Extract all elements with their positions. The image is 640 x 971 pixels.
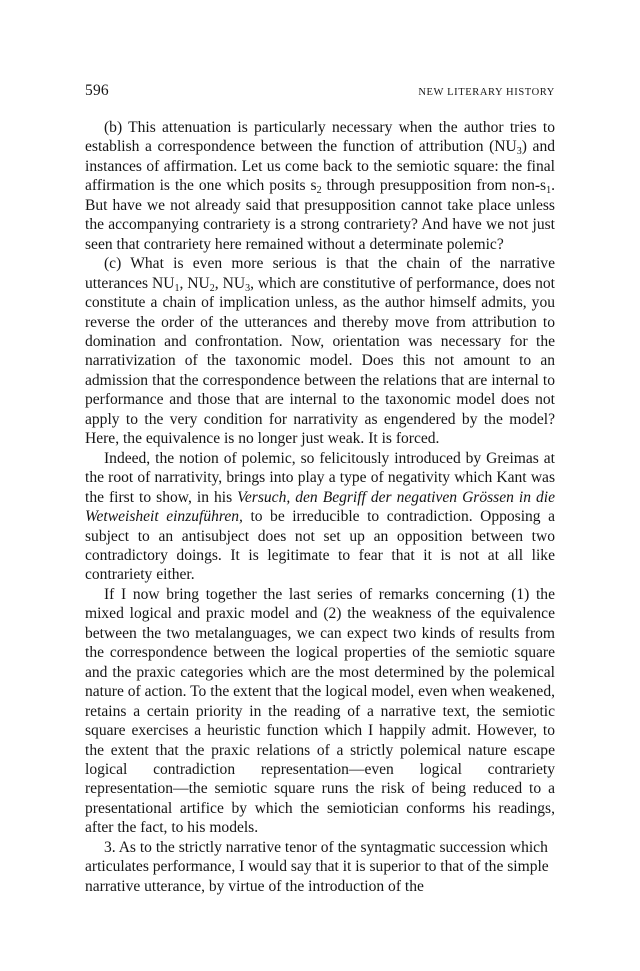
paragraph <box>85 254 555 449</box>
text-run: (b) This attenuation is particularly necessary when the author tries to establish a correspondence between the function of attribution (NU <box>85 119 555 156</box>
subscript: 1 <box>174 282 180 294</box>
text-run: through presupposition from non-s <box>321 177 547 195</box>
italic-title: Versuch, den Begriff der negativen Grössen in die Wetweisheit einzuführen, <box>85 488 555 526</box>
text-run: If I now bring together the last series of remarks concerning (1) the mixed logical and praxic model and (2) the weakness of the equivalence between the two metalanguages, we can expect two kinds of results from the correspondence between the logical properties of the semiotic square and the praxic categories which are the most determined by the polemical nature of action. To the extent that the logical model, even when weakened, retains a certain priority in the reading of a narrative text, the semiotic square exercises a heuristic function which I happily admit. However, to the extent that the praxic relations of a strictly polemical nature escape logical contradiction representation—even logical contrariety representation—the semiotic square runs the risk of being reduced to a presentational artifice by which the semiotician conforms his readings, after the fact, to his models. <box>85 585 555 837</box>
text-run: , NU <box>214 274 246 292</box>
running-head: NEW LITERARY HISTORY <box>418 87 555 98</box>
page-number: 596 <box>85 82 109 99</box>
subscript: 2 <box>209 282 215 294</box>
paragraph <box>85 585 555 838</box>
paragraph <box>85 838 555 896</box>
document-page <box>85 82 555 896</box>
subscript: 1 <box>546 185 552 197</box>
paragraph <box>85 449 555 585</box>
text-run: to be irreducible to contradiction. Opposing a subject to an antisubject does not set up an opposition between two contradictory doings. It is legitimate to fear that it is not at all like contrariety either. <box>85 508 555 584</box>
text-run: 3. As to the strictly narrative tenor of the syntagmatic succession which articulates performance, I would say that it is superior to that of the simple narrative utterance, by virtue of the introduction of the <box>85 838 549 895</box>
text-run: , NU <box>179 274 210 292</box>
text-run: (c) What is even more serious is that the chain of the narrative utterances NU <box>85 255 555 292</box>
text-run: Indeed, the notion of polemic, so felicitously introduced by Greimas at the root of narrativity, brings into play a type of negativity which Kant was the first to show, in his <box>85 449 555 506</box>
page-header <box>85 82 555 106</box>
paragraph <box>85 118 555 254</box>
text-run: , which are constitutive of performance, does not constitute a chain of implication unless, as the author himself admits, you reverse the order of the utterances and thereby move from attribution to domination and confrontation. Now, orientation was necessary for the narrativization of the taxonomic model. Does this not amount to an admission that the correspondence between the relations that are internal to performance and those that are internal to the taxonomic model does not apply to the very condition for narrativity as engendered by the model? Here, the equivalence is no longer just weak. It is forced. <box>85 274 556 448</box>
subscript: 3 <box>516 146 522 158</box>
subscript: 2 <box>316 185 322 197</box>
text-run: ) and instances of affirmation. Let us come back to the semiotic square: the final affirmation is the one which posits s <box>85 138 555 195</box>
body-text <box>85 118 555 896</box>
subscript: 3 <box>245 282 251 294</box>
text-run: . But have we not already said that presupposition cannot take place unless the accompanying contrariety is a strong contrariety? And have we not just seen that contrariety here remained without a determinate polemic? <box>85 177 555 253</box>
